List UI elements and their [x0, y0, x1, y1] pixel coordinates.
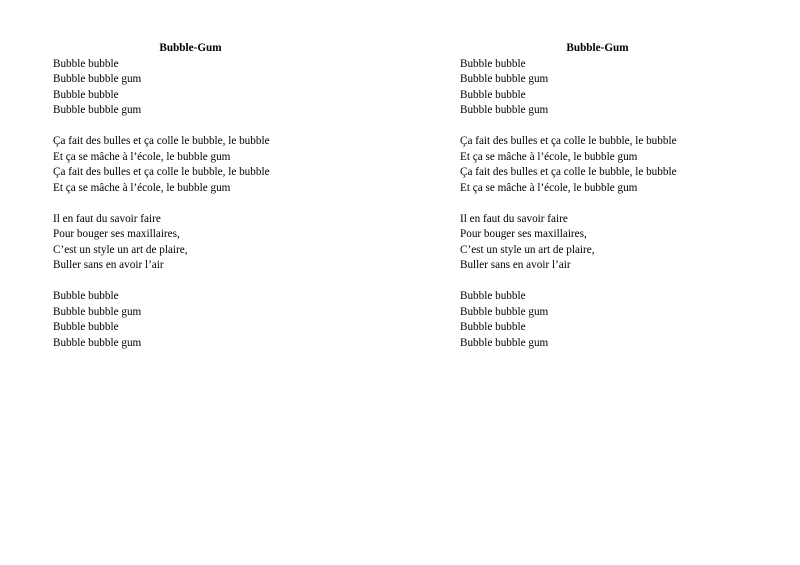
song-title: Bubble-Gum: [566, 42, 629, 54]
lyric-line: Il en faut du savoir faire: [53, 212, 161, 225]
lyric-line: Et ça se mâche à l’école, le bubble gum: [53, 150, 231, 163]
lyric-line: Bubble bubble gum: [53, 336, 142, 349]
lyric-line: Bubble bubble: [53, 57, 119, 70]
lyric-line: Buller sans en avoir l’air: [53, 259, 164, 271]
lyric-line: Bubble bubble: [53, 321, 119, 333]
lyric-line: Bubble bubble gum: [53, 73, 142, 85]
lyric-line: Il en faut du savoir faire: [460, 212, 568, 225]
stanza-3: [53, 212, 328, 274]
lyric-line: Pour bouger ses maxillaires,: [53, 228, 180, 240]
lyric-line: Bubble bubble: [53, 290, 119, 302]
lyric-line: Bubble bubble: [53, 88, 119, 101]
stanza-4: [460, 289, 735, 351]
lyric-line: Bubble bubble gum: [460, 336, 549, 349]
lyric-line: Bubble bubble gum: [460, 104, 549, 116]
lyric-line: Bubble bubble gum: [53, 104, 142, 116]
lyric-line: Et ça se mâche à l’école, le bubble gum: [53, 181, 231, 194]
lyric-line: Ça fait des bulles et ça colle le bubble, le bubble: [460, 135, 677, 147]
lyric-line: C’est un style un art de plaire,: [53, 243, 188, 256]
lyric-line: Et ça se mâche à l’école, le bubble gum: [460, 150, 638, 163]
lyric-line: Bubble bubble: [460, 57, 526, 70]
lyric-line: Bubble bubble gum: [460, 73, 549, 85]
lyric-line: Buller sans en avoir l’air: [460, 259, 571, 271]
lyric-line: Ça fait des bulles et ça colle le bubble, le bubble: [53, 166, 270, 178]
stanza-2: [460, 134, 735, 196]
lyric-line: Bubble bubble gum: [460, 305, 549, 318]
lyric-line: Pour bouger ses maxillaires,: [460, 228, 587, 240]
lyric-line: Ça fait des bulles et ça colle le bubble, le bubble: [460, 166, 677, 178]
stanza-1: [53, 57, 328, 119]
lyric-line: C’est un style un art de plaire,: [460, 243, 595, 256]
lyric-line: Bubble bubble: [460, 88, 526, 101]
lyric-line: Bubble bubble: [460, 321, 526, 333]
stanza-2: [53, 134, 328, 196]
lyric-line: Et ça se mâche à l’école, le bubble gum: [460, 181, 638, 194]
lyrics-column-right: [460, 41, 735, 367]
lyrics-column-left: [53, 41, 328, 367]
stanza-1: [460, 57, 735, 119]
lyric-line: Ça fait des bulles et ça colle le bubble, le bubble: [53, 135, 270, 147]
stanza-4: [53, 289, 328, 351]
lyric-line: Bubble bubble gum: [53, 305, 142, 318]
lyric-line: Bubble bubble: [460, 290, 526, 302]
stanza-3: [460, 212, 735, 274]
song-title: Bubble-Gum: [159, 42, 222, 54]
